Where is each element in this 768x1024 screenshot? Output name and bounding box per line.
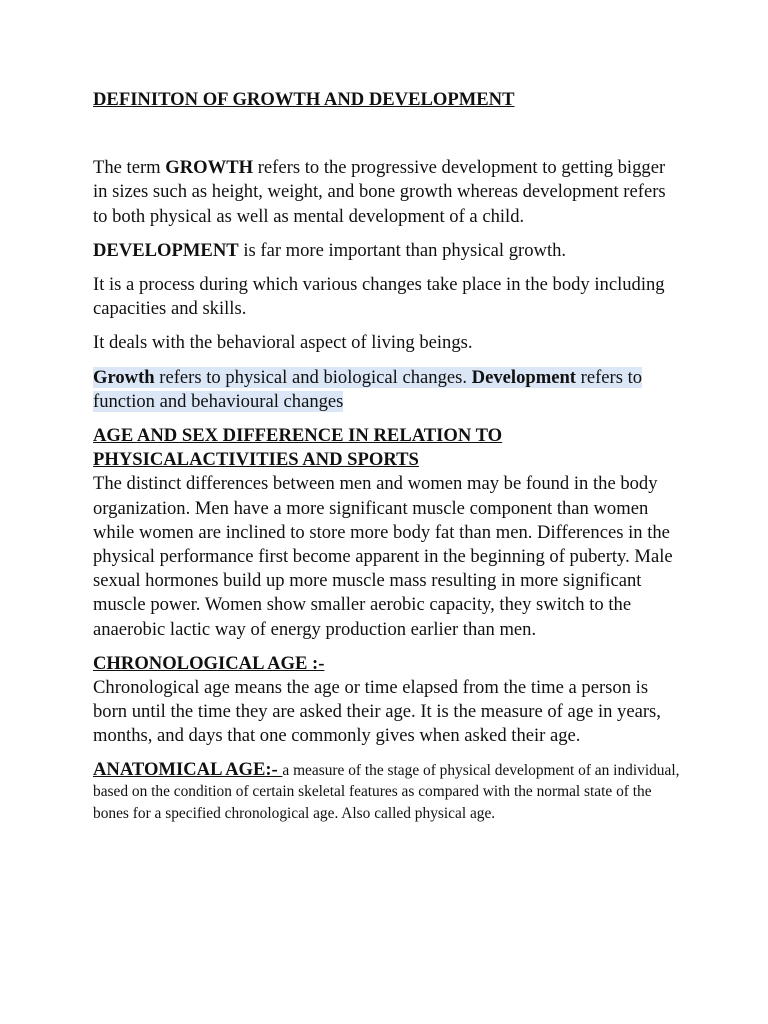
paragraph-development-importance [93, 239, 683, 263]
inline-heading-anatomical-age: ANATOMICAL AGE:- [93, 758, 283, 780]
bold-term-growth: Growth [93, 366, 155, 388]
paragraph-text: refers to the progressive development to getting bigger in sizes such as height, weight, and bone growth whereas development refers to both physical as well as mental development of a child. [93, 157, 666, 227]
paragraph-text: refers to physical and biological changes. [154, 366, 472, 388]
paragraph-growth-definition [93, 156, 683, 229]
document-title: DEFINITON OF GROWTH AND DEVELOPMENT [93, 89, 515, 110]
paragraph-anatomical-age [93, 759, 683, 825]
paragraph-text: The term [93, 157, 166, 179]
document-page [93, 88, 683, 834]
section-heading-chronological-age: CHRONOLOGICAL AGE :- [93, 652, 325, 674]
paragraph-behavioral: It deals with the behavioral aspect of living beings. [93, 332, 473, 354]
paragraph-chronological-age: Chronological age means the age or time elapsed from the time a person is born until the time they are asked their age. It is the measure of age in years, months, and days that one commonly gives when asked their age. [93, 677, 661, 747]
bold-term-development: DEVELOPMENT [93, 239, 239, 261]
paragraph-sex-differences: The distinct differences between men and women may be found in the body organization. Men have a more significant muscle component than women while women are inclined to store more body fat than men. Differences in the physical performance first become apparent in the beginning of puberty. Male sexual hormones build up more muscle mass resulting in more significant muscle power. Women show smaller aerobic capacity, they switch to the anaerobic lactic way of energy production earlier than men. [93, 473, 673, 640]
paragraph-text: a measure of the stage of physical development of an individual, based on the condition of certain skeletal features as compared with the normal state of the bones for a specified chronological age. Also called physical age. [93, 761, 680, 822]
heading-line: AGE AND SEX DIFFERENCE IN RELATION TO [93, 425, 503, 447]
highlighted-text [93, 367, 642, 412]
paragraph-text: refers to function and behavioural changes [93, 366, 643, 412]
bold-term-development: Development [471, 366, 576, 388]
section-heading-age-sex [93, 424, 683, 472]
bold-term-growth: GROWTH [165, 157, 254, 179]
paragraph-text: is far more important than physical growth. [238, 239, 567, 261]
paragraph-process: It is a process during which various changes take place in the body including capacities and skills. [93, 274, 665, 320]
heading-line: PHYSICALACTIVITIES AND SPORTS [93, 449, 419, 471]
paragraph-highlighted-summary [93, 366, 683, 414]
